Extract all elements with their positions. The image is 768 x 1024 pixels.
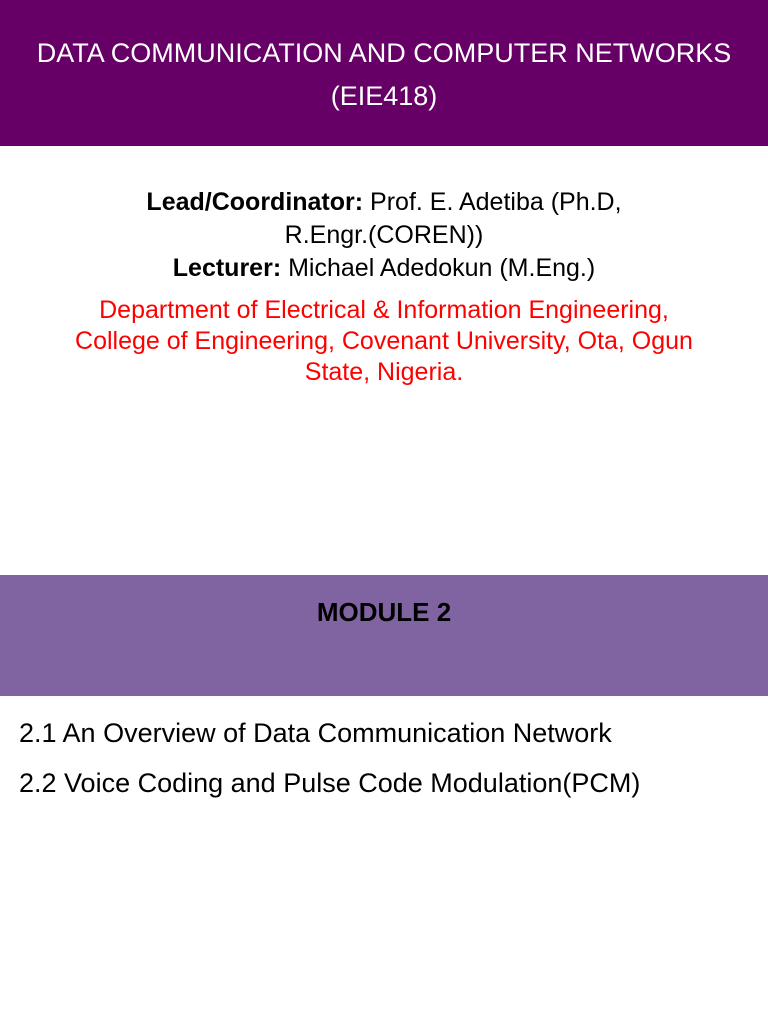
department-line-3: State, Nigeria. [304, 358, 464, 386]
lecturer-value: Michael Adedokun (M.Eng.) [281, 254, 596, 282]
topic-list [19, 708, 640, 808]
course-title: DATA COMMUNICATION AND COMPUTER NETWORKS [36, 38, 732, 68]
module-banner [0, 575, 768, 696]
topic-item: 2.1 An Overview of Data Communication Network [19, 718, 612, 748]
lecturer-line [0, 252, 768, 285]
module-title: MODULE 2 [316, 597, 452, 627]
lecturer-label: Lecturer: [172, 254, 282, 282]
department-affiliation [0, 295, 768, 388]
course-code: (EIE418) [330, 81, 438, 111]
credits-block [0, 186, 768, 285]
lead-coordinator-value: Prof. E. Adetiba (Ph.D, [363, 188, 622, 216]
department-line-2: College of Engineering, Covenant University, Ota, Ogun [75, 327, 693, 355]
department-line-1: Department of Electrical & Information Engineering, [99, 296, 669, 324]
lead-coordinator-credentials: R.Engr.(COREN)) [284, 221, 484, 249]
topic-item: 2.2 Voice Coding and Pulse Code Modulation(PCM) [19, 768, 641, 798]
title-banner [0, 0, 768, 146]
lead-coordinator-line [0, 186, 768, 219]
lead-coordinator-label: Lead/Coordinator: [146, 188, 364, 216]
